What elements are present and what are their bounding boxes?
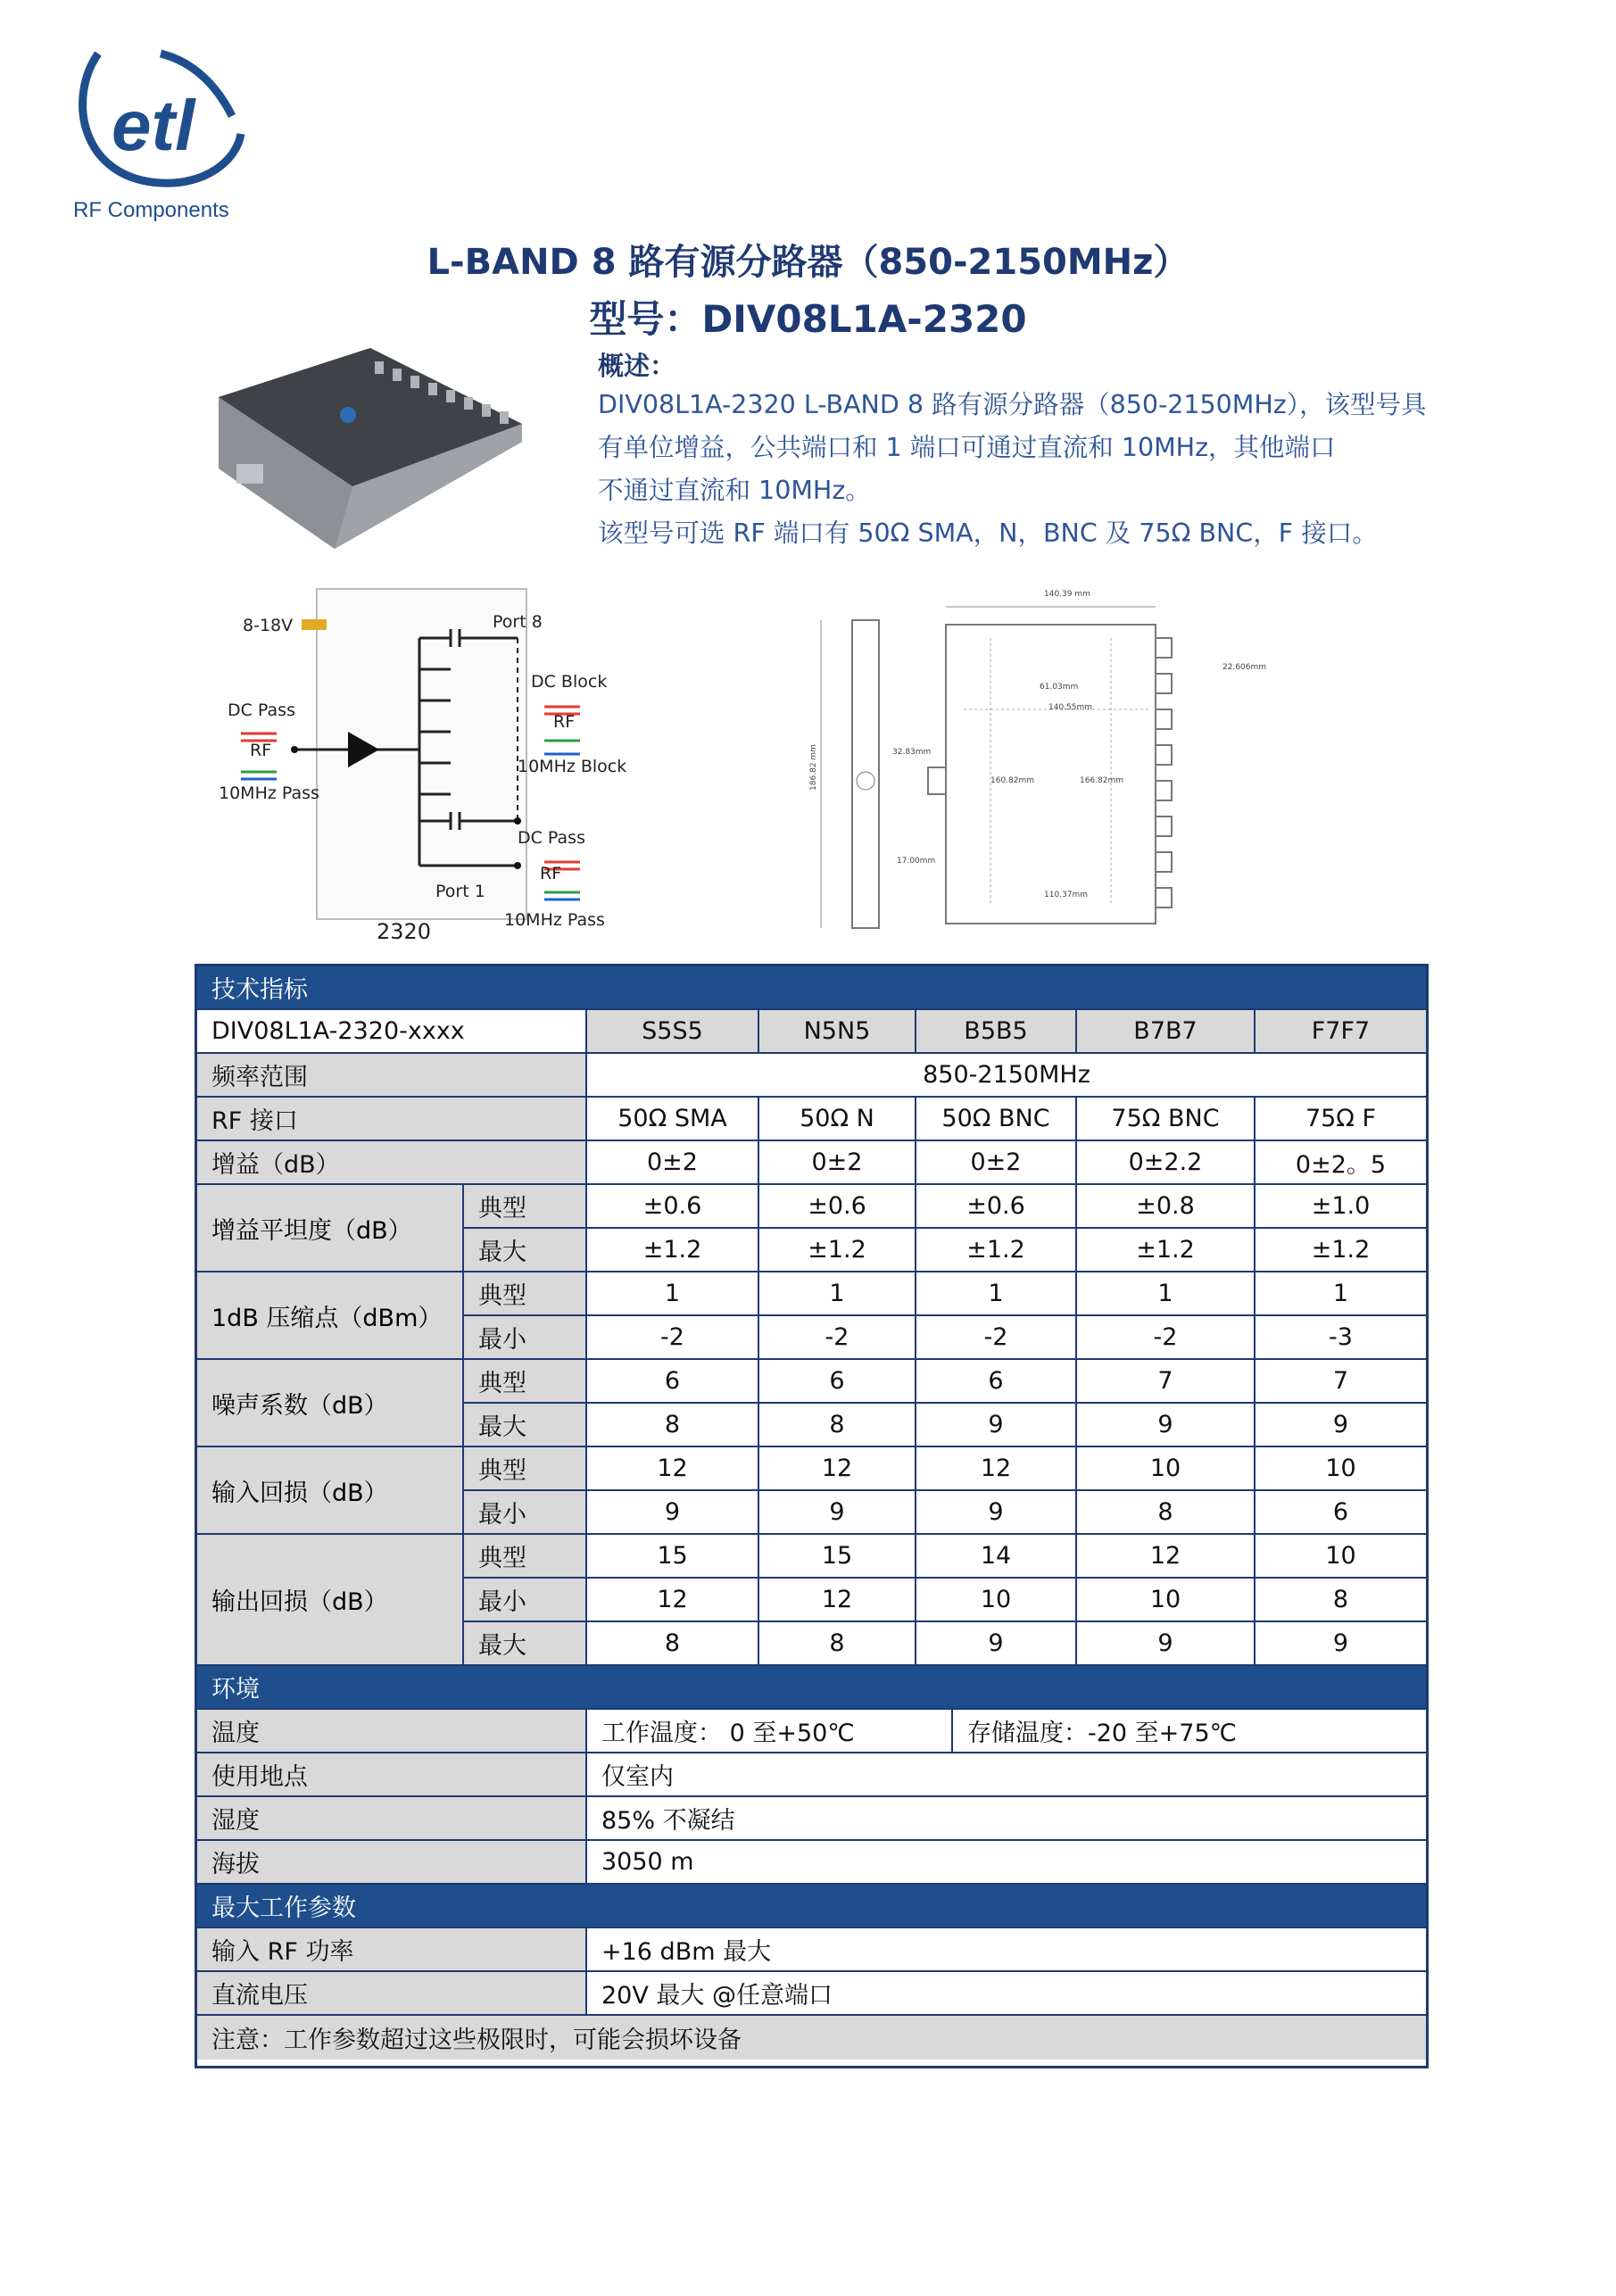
- table-row: [197, 1098, 1426, 1141]
- table-row: [197, 1141, 1426, 1185]
- temp-storage: 存储温度：-20 至+75℃: [951, 1710, 1426, 1752]
- cell: 0±2: [585, 1141, 758, 1183]
- table-row: [197, 1010, 1426, 1054]
- section-header-env: [197, 1666, 1426, 1710]
- cell: 9: [1075, 1622, 1254, 1664]
- cell: -2: [585, 1316, 758, 1358]
- row-label: 海拔: [197, 1841, 585, 1883]
- cell: -3: [1254, 1316, 1426, 1358]
- 10mhz-block-label: 10MHz Block: [518, 757, 627, 776]
- block-diagram: [205, 580, 634, 955]
- sub-label: 典型: [462, 1185, 585, 1227]
- section-title: 技术指标: [211, 976, 308, 1004]
- cell: 8: [758, 1622, 915, 1664]
- dim-d6: 166.82mm: [1080, 776, 1124, 785]
- dc-pass-in-label: DC Pass: [228, 700, 295, 720]
- row-label: 直流电压: [197, 1972, 585, 2014]
- overview-line-4: 该型号可选 RF 端口有 50Ω SMA，N，BNC 及 75Ω BNC，F 接口。: [598, 518, 1378, 548]
- cell: -2: [1075, 1316, 1254, 1358]
- cell: 9: [1254, 1622, 1426, 1664]
- row-label: 输入 RF 功率: [197, 1928, 585, 1970]
- cell: 9: [585, 1491, 758, 1533]
- cell: 75Ω BNC: [1075, 1098, 1254, 1140]
- voltage-label: 8-18V: [243, 616, 294, 635]
- cell: 50Ω N: [758, 1098, 915, 1140]
- table-row: [197, 1710, 1426, 1753]
- cell: 6: [915, 1360, 1075, 1402]
- cell: 1: [915, 1272, 1075, 1314]
- cell: 15: [758, 1535, 915, 1577]
- sub-label: 典型: [462, 1535, 585, 1577]
- cell: 10: [1254, 1447, 1426, 1489]
- cell: 1: [585, 1272, 758, 1314]
- dim-d8: 110.37mm: [1044, 891, 1089, 899]
- port1-label: Port 1: [435, 882, 485, 901]
- cell: 8: [1254, 1579, 1426, 1620]
- cell: 12: [758, 1579, 915, 1620]
- cell: ±0.6: [915, 1185, 1075, 1227]
- sub-label: 最大: [462, 1622, 585, 1664]
- sub-label: 最大: [462, 1404, 585, 1446]
- cell: 仅室内: [585, 1753, 1426, 1795]
- rf-label-a: RF: [553, 712, 576, 732]
- cell: 0±2: [915, 1141, 1075, 1183]
- cell: 3050 m: [585, 1841, 1426, 1883]
- spec-table: [195, 964, 1429, 2068]
- dim-height: 186.82 mm: [808, 744, 818, 791]
- cell: ±1.2: [915, 1229, 1075, 1271]
- section-header-max: [197, 1885, 1426, 1928]
- cell: 0±2: [758, 1141, 915, 1183]
- cell: 1: [1254, 1272, 1426, 1314]
- company-logo: [62, 36, 268, 196]
- rf-in-label: RF: [250, 741, 272, 760]
- col-header: N5N5: [758, 1010, 915, 1052]
- row-label: 湿度: [197, 1797, 585, 1839]
- cell: 0±2.2: [1075, 1141, 1254, 1183]
- freq-value: 850-2150MHz: [585, 1054, 1426, 1096]
- row-label: 1dB 压缩点（dBm）: [197, 1272, 462, 1360]
- sub-label: 最大: [462, 1229, 585, 1271]
- col-header: F7F7: [1254, 1010, 1426, 1052]
- sub-label: 典型: [462, 1360, 585, 1402]
- col-header: B5B5: [915, 1010, 1075, 1052]
- sub-label: 典型: [462, 1447, 585, 1489]
- cell: 6: [585, 1360, 758, 1402]
- dc-pass-out-label: DC Pass: [518, 828, 585, 848]
- cell: 8: [758, 1404, 915, 1446]
- table-row: [197, 1054, 1426, 1098]
- row-label: 增益（dB）: [197, 1141, 585, 1183]
- cell: 10: [1254, 1535, 1426, 1577]
- dim-d4: 32.83mm: [892, 748, 932, 757]
- dc-block-label: DC Block: [531, 672, 608, 692]
- warning-note: 注意：工作参数超过这些极限时，可能会损坏设备: [211, 2027, 742, 2054]
- cell: 12: [758, 1447, 915, 1489]
- overview-line-3: 不通过直流和 10MHz。: [598, 476, 871, 505]
- table-row: [197, 1797, 1426, 1841]
- section-title: 环境: [211, 1676, 260, 1703]
- cell: 20V 最大 @任意端口: [585, 1972, 1426, 2014]
- dim-d2: 61.03mm: [1040, 683, 1079, 692]
- cell: 10: [1075, 1579, 1254, 1620]
- 10mhz-pass-in-label: 10MHz Pass: [219, 783, 319, 803]
- col-header: S5S5: [585, 1010, 758, 1052]
- logo-subtitle: RF Components: [73, 198, 229, 222]
- dim-d1: 22.606mm: [1222, 663, 1267, 672]
- mechanical-drawing: [785, 584, 1285, 941]
- cell: ±0.6: [758, 1185, 915, 1227]
- cell: 8: [1075, 1491, 1254, 1533]
- sub-label: 最小: [462, 1316, 585, 1358]
- logo-text: etl: [112, 86, 195, 165]
- cell: -2: [915, 1316, 1075, 1358]
- cell: 1: [1075, 1272, 1254, 1314]
- model-cell: DIV08L1A-2320-xxxx: [211, 1017, 465, 1045]
- cell: ±1.2: [585, 1229, 758, 1271]
- cell: ±1.2: [758, 1229, 915, 1271]
- dim-d7: 17.00mm: [897, 857, 936, 866]
- cell: ±1.2: [1254, 1229, 1426, 1271]
- cell: ±1.0: [1254, 1185, 1426, 1227]
- cell: 9: [758, 1491, 915, 1533]
- cell: 50Ω SMA: [585, 1098, 758, 1140]
- cell: 8: [585, 1622, 758, 1664]
- cell: 1: [758, 1272, 915, 1314]
- table-row: [197, 1841, 1426, 1885]
- cell: 12: [915, 1447, 1075, 1489]
- cell: 15: [585, 1535, 758, 1577]
- cell: 10: [915, 1579, 1075, 1620]
- sub-label: 最小: [462, 1491, 585, 1533]
- cell: 12: [585, 1579, 758, 1620]
- rf-out-label: RF: [540, 864, 562, 883]
- cell: ±1.2: [1075, 1229, 1254, 1271]
- row-label: RF 接口: [197, 1098, 585, 1140]
- cell: 0±2。5: [1254, 1141, 1426, 1183]
- dim-d5: 160.82mm: [990, 776, 1035, 785]
- col-header: B7B7: [1075, 1010, 1254, 1052]
- cell: +16 dBm 最大: [585, 1928, 1426, 1970]
- 10mhz-pass-out-label: 10MHz Pass: [504, 910, 605, 930]
- row-label: 使用地点: [197, 1753, 585, 1795]
- product-photo: [201, 344, 531, 558]
- row-label: 输出回损（dB）: [197, 1535, 462, 1666]
- cell: 85% 不凝结: [585, 1797, 1426, 1839]
- overview-heading: 概述：: [598, 351, 676, 381]
- cell: 14: [915, 1535, 1075, 1577]
- model-number-label: 2320: [377, 919, 432, 944]
- sub-label: 典型: [462, 1272, 585, 1314]
- table-row: [197, 2016, 1426, 2060]
- row-label: 输入回损（dB）: [197, 1447, 462, 1535]
- cell: ±0.6: [585, 1185, 758, 1227]
- model-title: 型号：DIV08L1A-2320: [589, 297, 1027, 341]
- cell: ±0.8: [1075, 1185, 1254, 1227]
- cell: 75Ω F: [1254, 1098, 1426, 1140]
- table-row: [197, 1928, 1426, 1972]
- cell: 7: [1254, 1360, 1426, 1402]
- cell: 10: [1075, 1447, 1254, 1489]
- sub-label: 最小: [462, 1579, 585, 1620]
- row-label: 频率范围: [197, 1054, 585, 1096]
- cell: 9: [915, 1491, 1075, 1533]
- cell: 6: [1254, 1491, 1426, 1533]
- cell: 9: [915, 1404, 1075, 1446]
- temp-operating: 工作温度： 0 至+50℃: [585, 1710, 951, 1752]
- table-row: [197, 1972, 1426, 2016]
- cell: 6: [758, 1360, 915, 1402]
- row-label: 温度: [197, 1710, 585, 1752]
- dim-d3: 140.55mm: [1048, 703, 1093, 712]
- cell: 9: [915, 1622, 1075, 1664]
- overview-line-2: 有单位增益，公共端口和 1 端口可通过直流和 10MHz，其他端口: [598, 433, 1336, 462]
- cell: 12: [1075, 1535, 1254, 1577]
- cell: 9: [1075, 1404, 1254, 1446]
- overview-line-1: DIV08L1A-2320 L-BAND 8 路有源分路器（850-2150MHz），该型号具: [598, 390, 1427, 419]
- table-row: [197, 1753, 1426, 1797]
- cell: 9: [1254, 1404, 1426, 1446]
- cell: 12: [585, 1447, 758, 1489]
- port8-label: Port 8: [493, 612, 543, 632]
- page-title: L-BAND 8 路有源分路器（850-2150MHz）: [427, 242, 1189, 283]
- cell: 7: [1075, 1360, 1254, 1402]
- row-label: 增益平坦度（dB）: [197, 1185, 462, 1272]
- section-title: 最大工作参数: [211, 1894, 356, 1922]
- dim-width: 140.39 mm: [1044, 590, 1090, 599]
- cell: 8: [585, 1404, 758, 1446]
- row-label: 噪声系数（dB）: [197, 1360, 462, 1447]
- section-header-specs: [197, 966, 1426, 1010]
- cell: 50Ω BNC: [915, 1098, 1075, 1140]
- cell: -2: [758, 1316, 915, 1358]
